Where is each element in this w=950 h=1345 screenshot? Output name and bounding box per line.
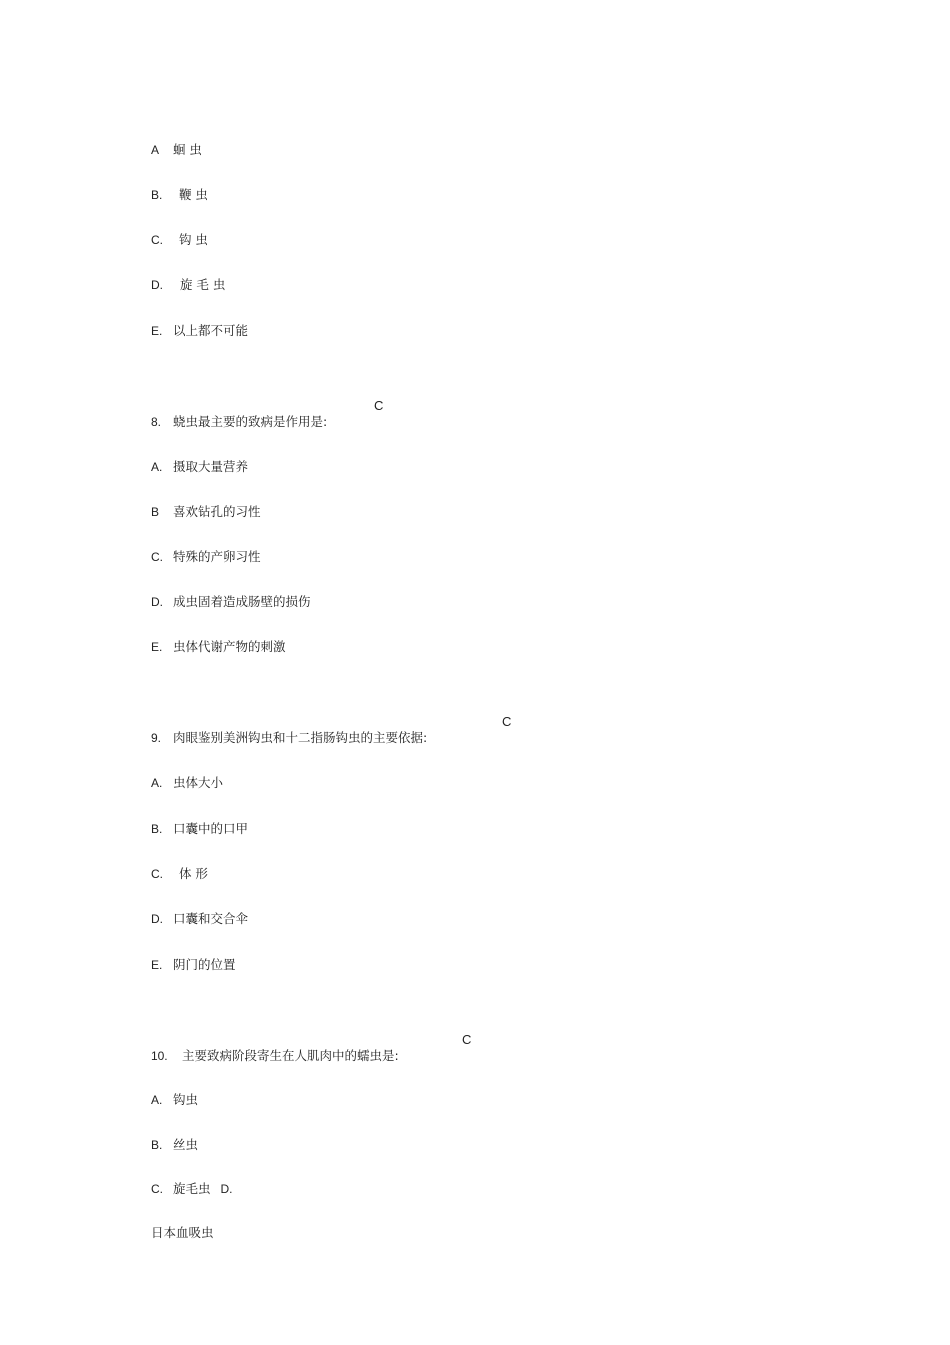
option-label: A.	[150, 1093, 163, 1107]
option-d	[143, 578, 310, 610]
option-text: 摄取大量营养	[172, 459, 248, 474]
option-label: E.	[150, 958, 163, 972]
option-text: 口囊和交合伞	[172, 911, 248, 926]
option-e	[143, 307, 248, 339]
option-label: B.	[150, 1138, 163, 1152]
option-text: 蛔 虫	[172, 142, 202, 157]
option-c	[143, 850, 208, 882]
question-number: 8.	[150, 415, 161, 429]
option-a	[143, 759, 223, 791]
question-9	[143, 714, 427, 746]
question-text: 肉眼鉴别美洲钩虫和十二指肠钩虫的主要依据:	[172, 730, 428, 745]
option-text: 丝虫	[172, 1137, 198, 1152]
option-label: D.	[220, 1182, 233, 1196]
option-text: 以上都不可能	[172, 323, 248, 338]
option-b	[143, 805, 248, 837]
option-d-text	[143, 1209, 213, 1241]
question-text: 蛲虫最主要的致病是作用是:	[172, 414, 328, 429]
option-c	[143, 533, 260, 565]
option-label: E.	[150, 324, 163, 338]
option-text: 喜欢钻孔的习性	[172, 504, 261, 519]
option-e	[143, 623, 285, 655]
option-text: 体 形	[178, 866, 208, 881]
option-label: C.	[150, 233, 163, 247]
option-text: 虫体代谢产物的刺激	[172, 639, 286, 654]
option-text: 旋毛虫	[172, 1181, 211, 1196]
option-label: C.	[150, 1182, 163, 1196]
option-label: D.	[150, 912, 163, 926]
question-number: 10.	[150, 1049, 168, 1063]
option-label: E.	[150, 640, 163, 654]
option-label: C.	[150, 867, 163, 881]
option-label: A	[150, 143, 159, 157]
option-text: 特殊的产卵习性	[172, 549, 261, 564]
answer-key: C	[502, 714, 512, 729]
option-text: 鞭 虫	[178, 187, 208, 202]
question-10	[143, 1032, 399, 1064]
option-d	[143, 895, 248, 927]
option-a	[143, 1076, 198, 1108]
answer-key: C	[374, 398, 384, 413]
option-e	[143, 941, 235, 973]
option-label: D.	[150, 278, 163, 292]
option-text: 日本血吸虫	[150, 1225, 214, 1240]
option-label: A.	[150, 460, 163, 474]
option-text: 钩 虫	[178, 232, 208, 247]
option-label: D.	[150, 595, 163, 609]
option-text: 口囊中的口甲	[172, 821, 248, 836]
option-text: 阴门的位置	[172, 957, 236, 972]
option-text: 虫体大小	[172, 775, 223, 790]
question-8	[143, 398, 327, 430]
answer-key: C	[462, 1032, 472, 1047]
option-label: A.	[150, 776, 163, 790]
option-label: B.	[150, 188, 163, 202]
question-number: 9.	[150, 731, 161, 745]
option-label: B	[150, 505, 159, 519]
option-text: 钩虫	[172, 1092, 198, 1107]
option-label: B.	[150, 822, 163, 836]
question-text: 主要致病阶段寄生在人肌肉中的蠕虫是:	[181, 1048, 399, 1063]
option-text: 成虫固着造成肠壁的损伤	[172, 594, 311, 609]
option-c	[143, 216, 208, 248]
option-b	[143, 1121, 198, 1153]
option-b	[143, 488, 260, 520]
option-c	[143, 1165, 232, 1197]
option-text: 旋 毛 虫	[179, 277, 226, 292]
option-a	[143, 126, 202, 158]
option-label: C.	[150, 550, 163, 564]
option-b	[143, 171, 208, 203]
option-a	[143, 443, 248, 475]
option-d	[143, 261, 225, 293]
